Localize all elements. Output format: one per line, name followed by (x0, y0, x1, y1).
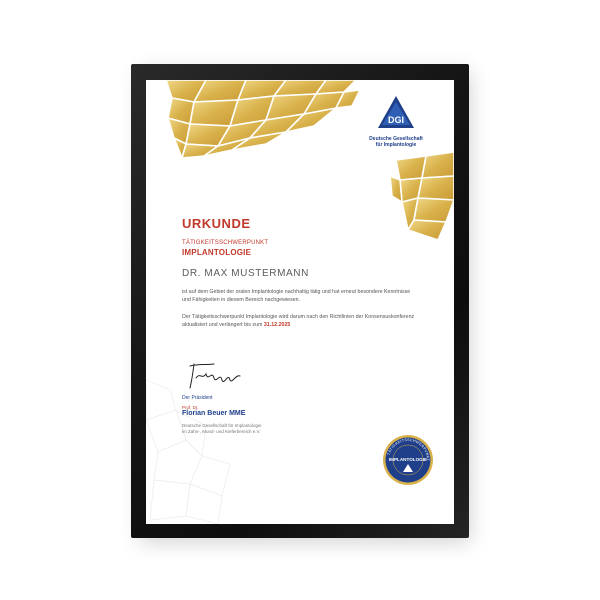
implantologie-seal (382, 434, 434, 486)
dgi-logo-icon (376, 94, 416, 134)
signatory-organization (182, 423, 292, 434)
seal-center-text: IMPLANTOLOGIE (388, 457, 428, 462)
logo-caption (356, 136, 436, 148)
dgi-logo-text: DGI (387, 115, 405, 125)
certificate-title: URKUNDE (182, 216, 251, 231)
signatory-academic-title: Prof. Dr. (182, 405, 199, 410)
signatory-name: Florian Beuer MME (182, 410, 246, 417)
seal-ring-text: TÄTIGKEITSSCHWERPUNKT (386, 437, 431, 462)
signatory-role: Der Präsident (182, 395, 213, 401)
recipient-name: DR. MAX MUSTERMANN (182, 268, 309, 279)
certificate-subtitle-small: TÄTIGKEITSSCHWERPUNKT (182, 240, 269, 246)
valid-until-date: 31.12.2025 (263, 322, 291, 329)
body-paragraph-1: ist auf dem Gebiet der oralen Implantologie nachhaltig tätig und hat erneut besondere Kenntnisse und Fähigkeiten in diesem Bereich nachgewiesen. (182, 289, 411, 304)
certificate-subtitle-big: IMPLANTOLOGIE (182, 248, 252, 257)
body-paragraph-2-text: Der Tätigkeitsschwerpunkt Implantologie wird darum nach den Richtlinien der Konsensuskonferenz aktualisiert und verlängert bis zum (182, 314, 415, 329)
body-paragraph-2 (182, 313, 422, 329)
logo-caption-line2: für Implantologie (375, 142, 417, 148)
signatory-org-line1: Deutsche Gesellschaft für Implantologie (182, 423, 262, 428)
handwritten-signature (184, 358, 244, 392)
certificate-paper (146, 80, 454, 524)
logo-caption-line1: Deutsche Gesellschaft (369, 136, 423, 142)
signatory-org-line2: im Zahn-, Mund- und Kieferbereich e.V. (182, 428, 261, 434)
dgi-logo (356, 94, 436, 148)
